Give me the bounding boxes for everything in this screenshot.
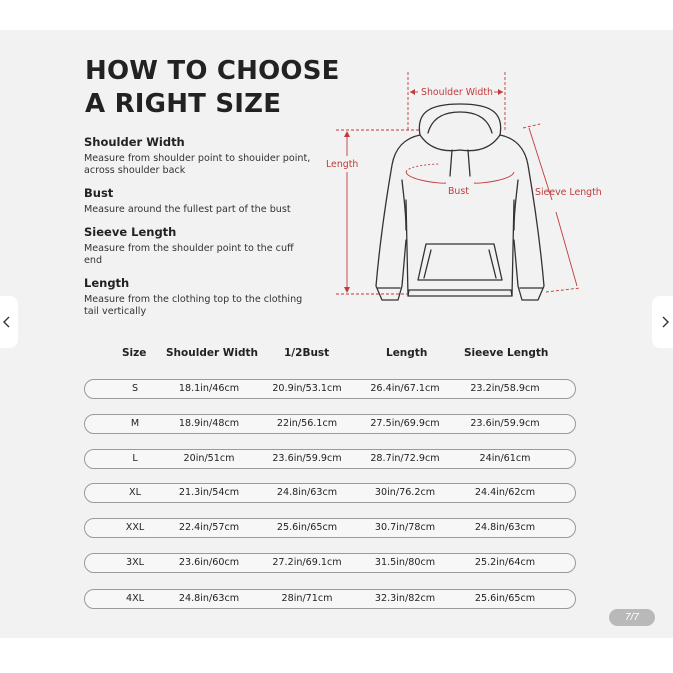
page-title xyxy=(85,55,340,121)
table-cell: 3XL xyxy=(125,557,145,568)
table-row xyxy=(84,518,576,538)
table-row xyxy=(84,379,576,399)
table-cell: L xyxy=(132,453,138,464)
title-line-2: A RIGHT SIZE xyxy=(85,89,282,119)
table-row xyxy=(84,449,576,469)
chevron-left-icon xyxy=(2,315,12,329)
table-cell: 32.3in/82cm xyxy=(374,593,436,604)
measure-length xyxy=(84,276,314,318)
table-cell: 18.1in/46cm xyxy=(178,383,240,394)
table-cell: 26.4in/67.1cm xyxy=(370,383,440,394)
measurement-lines xyxy=(336,72,580,294)
table-cell: 25.6in/65cm xyxy=(276,522,338,533)
table-row xyxy=(84,553,576,573)
measure-text: Measure around the fullest part of the bust xyxy=(84,204,291,215)
header-size: Size xyxy=(122,347,147,359)
table-cell: 24.8in/63cm xyxy=(178,593,240,604)
table-cell: 27.2in/69.1cm xyxy=(272,557,342,568)
table-cell: 23.2in/58.9cm xyxy=(470,383,540,394)
header-length: Length xyxy=(386,347,428,359)
table-cell: 21.3in/54cm xyxy=(178,487,240,498)
hoodie-diagram xyxy=(320,70,620,310)
bust-label: Bust xyxy=(448,186,469,197)
measure-bust xyxy=(84,186,314,216)
table-cell: 30in/76.2cm xyxy=(374,487,436,498)
table-cell: 23.6in/59.9cm xyxy=(272,453,342,464)
table-cell: 25.6in/65cm xyxy=(474,593,536,604)
title-line-1: HOW TO CHOOSE xyxy=(85,56,340,86)
table-cell: 23.6in/60cm xyxy=(178,557,240,568)
table-cell: 27.5in/69.9cm xyxy=(370,418,440,429)
table-row xyxy=(84,483,576,503)
table-cell: 24in/61cm xyxy=(479,453,531,464)
chevron-right-icon xyxy=(660,315,670,329)
page-indicator: 7/7 xyxy=(609,609,655,626)
measure-heading: Shoulder Width xyxy=(84,135,185,149)
table-cell: 22in/56.1cm xyxy=(276,418,338,429)
table-cell: 20in/51cm xyxy=(183,453,235,464)
measure-heading: Sieeve Length xyxy=(84,225,177,239)
shoulder-width-label: Shoulder Width xyxy=(421,87,493,98)
table-cell: 22.4in/57cm xyxy=(178,522,240,533)
table-cell: 24.4in/62cm xyxy=(474,487,536,498)
sleeve-length-label: Sieeve Length xyxy=(535,187,602,198)
measure-text: Measure from the shoulder point to the cuff end xyxy=(84,243,294,266)
table-cell: 24.8in/63cm xyxy=(474,522,536,533)
table-cell: 18.9in/48cm xyxy=(178,418,240,429)
table-cell: 28in/71cm xyxy=(281,593,333,604)
table-cell: 28.7in/72.9cm xyxy=(370,453,440,464)
measure-text: Measure from the clothing top to the clothing tail vertically xyxy=(84,294,303,317)
table-cell: S xyxy=(131,383,139,394)
table-row xyxy=(84,414,576,434)
measure-heading: Length xyxy=(84,276,130,290)
table-cell: XL xyxy=(129,487,141,498)
table-cell: 23.6in/59.9cm xyxy=(470,418,540,429)
header-sleeve-length: Sieeve Length xyxy=(464,347,549,359)
prev-image-button[interactable] xyxy=(0,296,18,348)
table-row xyxy=(84,589,576,609)
hoodie-outline-icon xyxy=(376,104,544,300)
table-cell: 25.2in/64cm xyxy=(474,557,536,568)
table-cell: 4XL xyxy=(125,593,145,604)
table-cell: XXL xyxy=(125,522,145,533)
measure-shoulder-width xyxy=(84,135,314,177)
measure-sleeve-length xyxy=(84,225,314,267)
table-cell: M xyxy=(130,418,140,429)
table-cell: 31.5in/80cm xyxy=(374,557,436,568)
measure-heading: Bust xyxy=(84,186,114,200)
header-shoulder-width: Shoulder Width xyxy=(166,347,258,359)
length-label: Length xyxy=(326,159,359,170)
header-half-bust: 1/2Bust xyxy=(284,347,330,359)
table-cell: 24.8in/63cm xyxy=(276,487,338,498)
measure-text: Measure from shoulder point to shouider point, across shoulder back xyxy=(84,153,311,176)
table-cell: 30.7in/78cm xyxy=(374,522,436,533)
next-image-button[interactable] xyxy=(652,296,673,348)
table-cell: 20.9in/53.1cm xyxy=(272,383,342,394)
